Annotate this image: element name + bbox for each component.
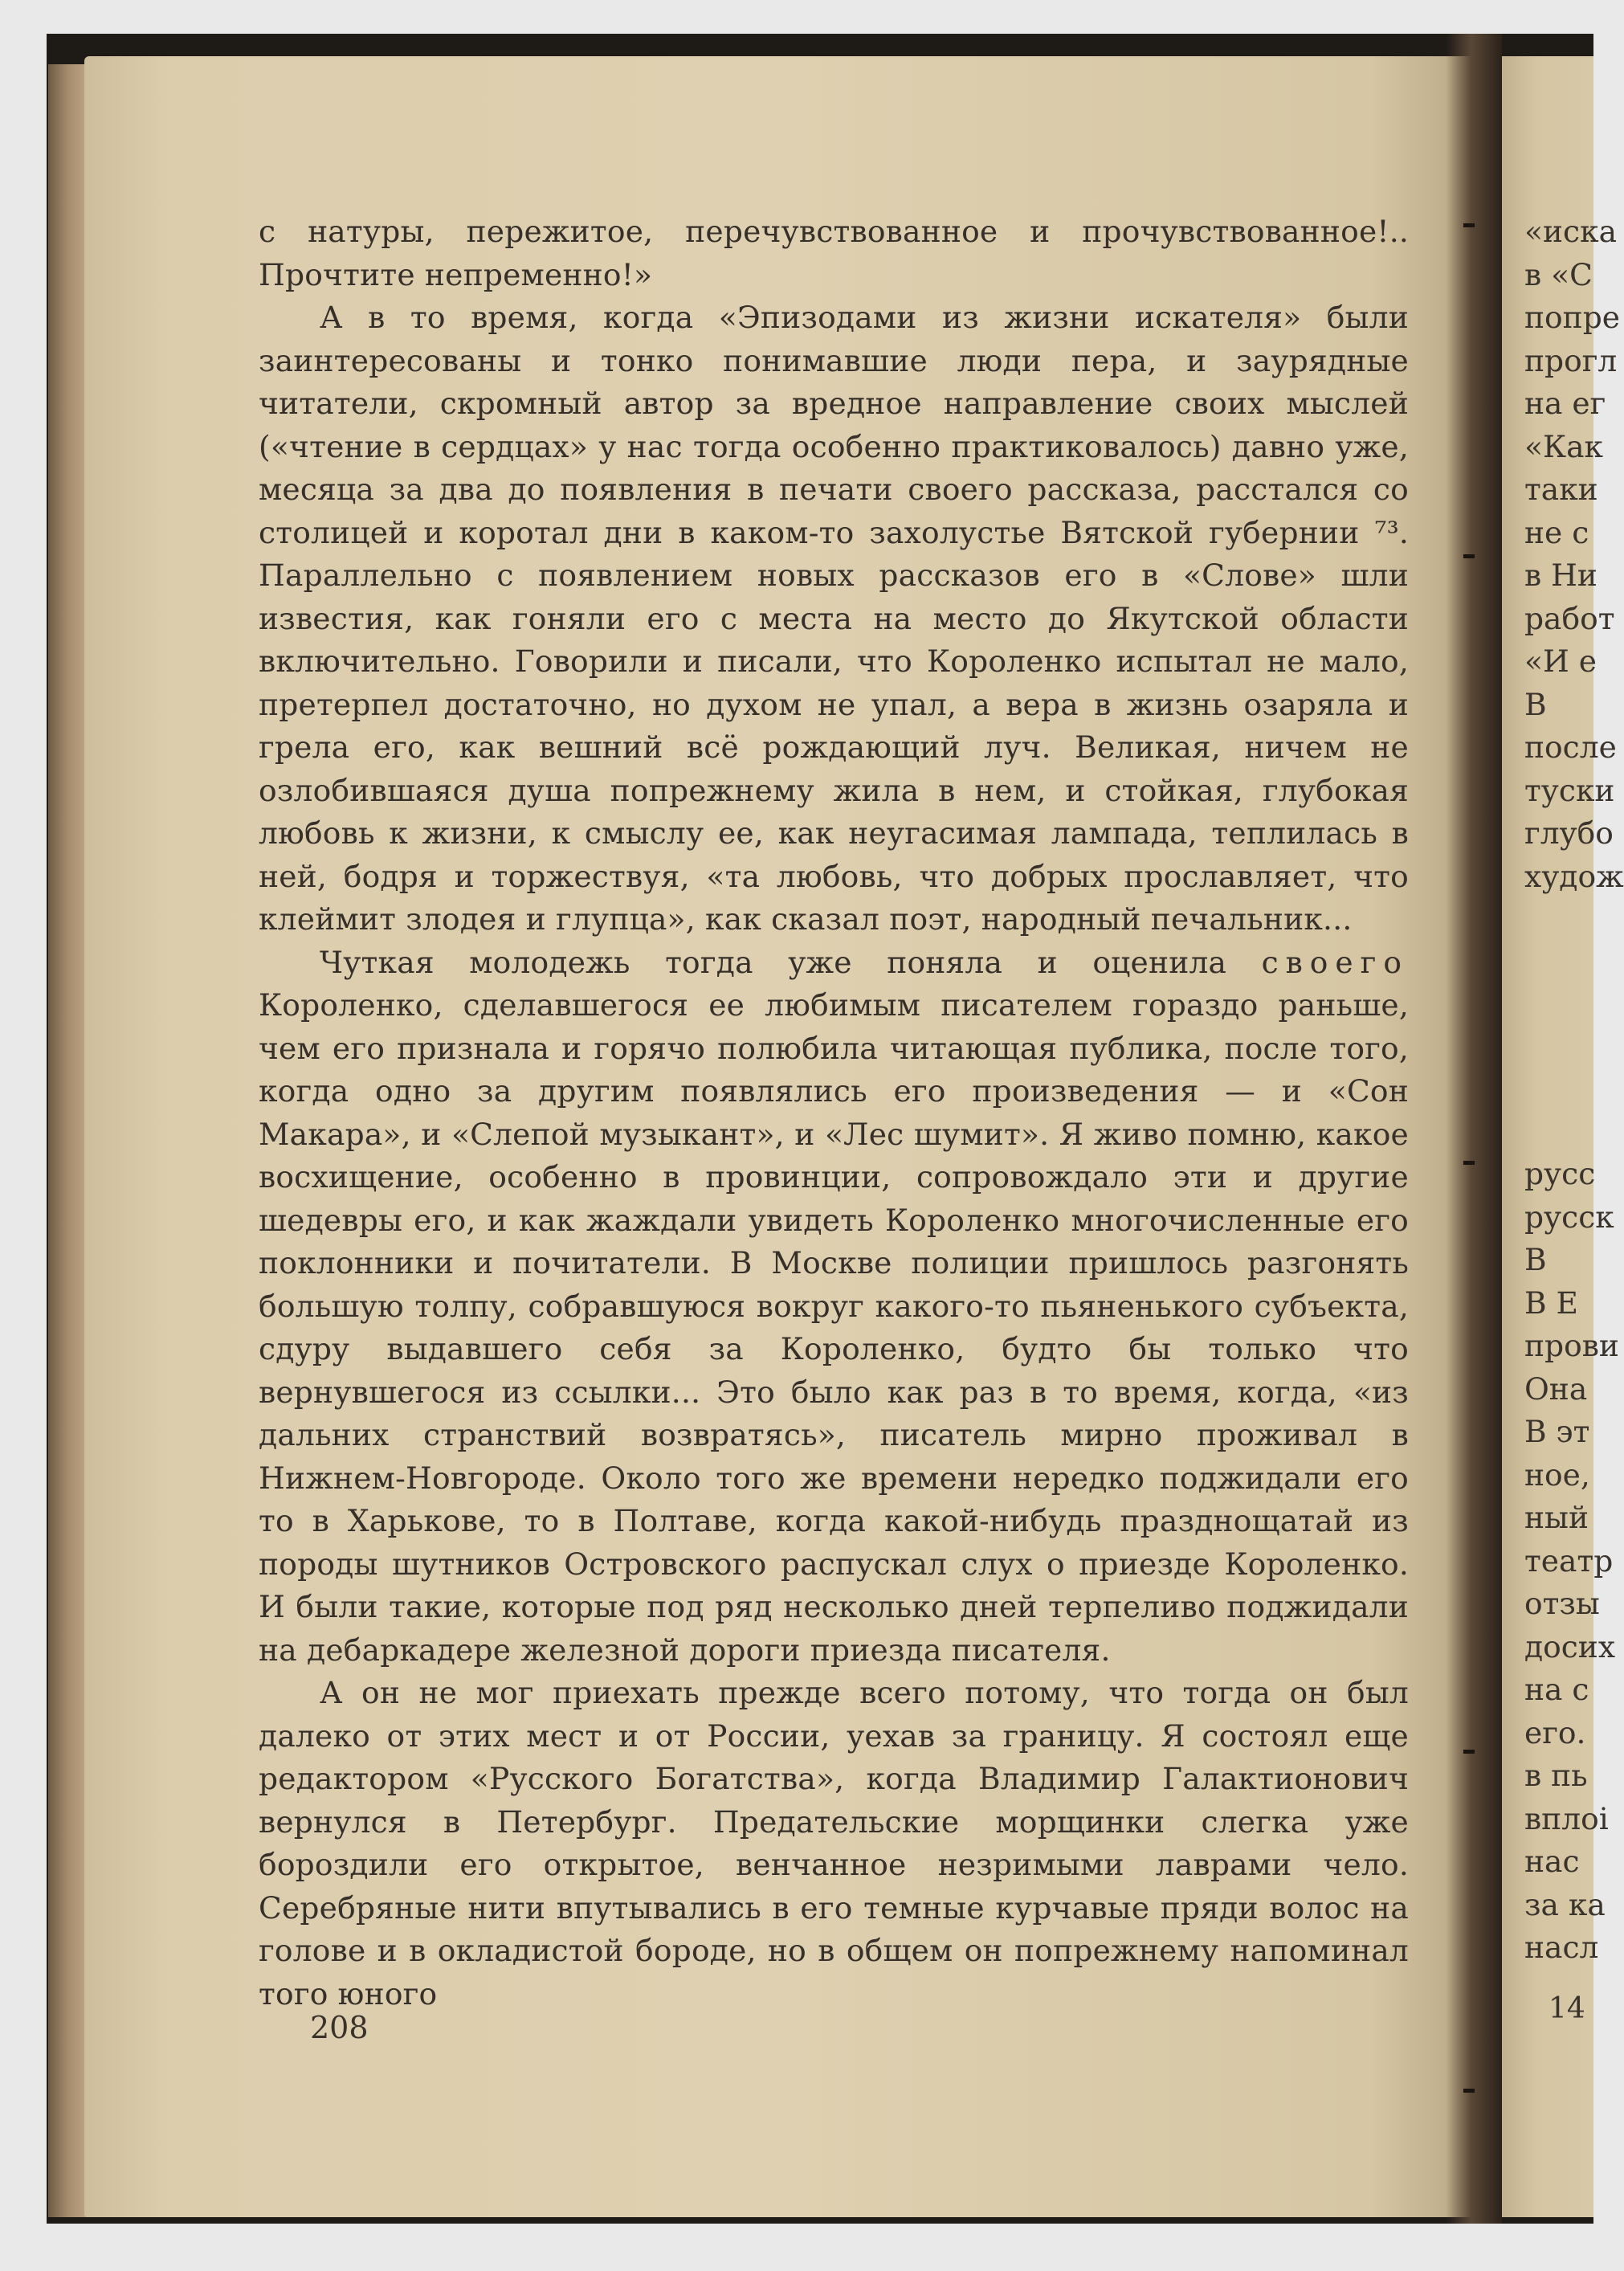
facing-line: В xyxy=(1524,686,1547,722)
facing-line: работ xyxy=(1524,600,1615,636)
spaced-emphasis: своего xyxy=(1261,944,1409,980)
facing-line: отзы xyxy=(1524,1586,1600,1621)
binding-mark xyxy=(1463,223,1475,227)
facing-line: туски xyxy=(1524,772,1615,808)
facing-line: нас xyxy=(1524,1844,1580,1879)
facing-line: прови xyxy=(1524,1328,1619,1363)
facing-line: «И е xyxy=(1524,643,1597,679)
paragraph-2: А в то время, когда «Эпизодами из жизни искателя» были заинтересованы и тонко понимавшие люди пера, и заурядные читатели, скромный автор за вредное направление своих мыслей («чтение в сердцах» у нас тогда особенно практиковалось) давно уже, месяца за два до появления в печати своего рассказа, расстался со столицей и коротал дни в каком-то захолустье Вятской губернии ⁷³. Параллельно с появлением новых рассказов его в «Слове» шли известия, как гоняли его с места на место до Якутской области включительно. Говорили и писали, что Короленко испытал не мало, претерпел достаточно, но духом не упал, а вера в жизнь озаряла и грела его, как вешний всё рождающий луч. Великая, ничем не озлобившаяся душа попрежнему жила в нем, и стойкая, глубокая любовь к жизни, к смыслу ее, как неугасимая лампада, теплилась в ней, бодря и торжествуя, «та любовь, что добрых прославляет, что клеймит злодея и глупца», как сказал поэт, народный печальник... xyxy=(259,300,1409,937)
page-text xyxy=(259,210,1409,2016)
facing-line: В эт xyxy=(1524,1414,1590,1449)
binding-mark xyxy=(1463,1161,1475,1165)
facing-line: театр xyxy=(1524,1542,1614,1579)
facing-line: В Е xyxy=(1524,1285,1578,1321)
facing-line: попре xyxy=(1524,300,1621,335)
facing-line: В xyxy=(1524,1242,1547,1277)
facing-line: вплоі xyxy=(1524,1800,1609,1836)
facing-line: досих xyxy=(1524,1628,1616,1664)
paragraph-3-rest: Короленко, сделавшегося ее любимым писателем гораздо раньше, чем его признала и горячо полюбила читающая публика, после того, когда одно за другим появлялись его произведения — и «Сон Макара», и «Слепой музыкант», и «Лес шумит». Я живо помню, какое восхищение, особенно в провинции, сопровождало эти и другие шедевры его, и как жаждали увидеть Короленко многочисленные его поклонники и почитатели. В Москве полиции пришлось разгонять большую толпу, собравшуюся вокруг какого-то пьяненького субъекта, сдуру выдавшего себя за Короленко, будто бы только что вернувшегося из ссылки... Это было как раз в то время, когда, «из дальних странствий возвратясь», писатель мирно проживал в Нижнем-Новгороде. Около того же времени нередко поджидали его то в Харькове, то в Полтаве, когда какой-нибудь празднощатай из породы шутников Островского распускал слух о приезде Короленко. И были такие, которые под ряд несколько дней терпеливо поджидали на дебаркадере железной дороги приезда писателя. xyxy=(259,987,1409,1668)
paragraph-1: с натуры, пережитое, перечувствованное и прочувствованное!.. Прочтите непременно!» xyxy=(259,214,1409,292)
facing-page-text-bottom xyxy=(1524,1153,1619,1970)
facing-line: русск xyxy=(1524,1199,1614,1235)
facing-line: в «С xyxy=(1524,256,1593,292)
facing-line: русс xyxy=(1524,1156,1596,1191)
facing-line: «Как xyxy=(1524,428,1603,464)
facing-line: его. xyxy=(1524,1714,1586,1750)
binding-mark xyxy=(1463,554,1475,558)
facing-page-number: 14 xyxy=(1549,1992,1585,2025)
facing-line: на ег xyxy=(1524,386,1606,421)
book-gutter xyxy=(1446,34,1502,2224)
facing-line: прогл xyxy=(1524,342,1618,378)
binding-mark xyxy=(1463,2089,1475,2093)
facing-line: ный xyxy=(1524,1500,1589,1535)
facing-line: в Ни xyxy=(1524,558,1597,593)
facing-line: за ка xyxy=(1524,1886,1606,1922)
facing-line: после xyxy=(1524,729,1617,765)
facing-line: таки xyxy=(1524,472,1598,507)
facing-line: глубо xyxy=(1524,815,1614,851)
facing-page-text-top xyxy=(1524,210,1624,898)
facing-line: не с xyxy=(1524,514,1589,550)
page-number: 208 xyxy=(310,2010,369,2045)
facing-line: насл xyxy=(1524,1930,1599,1965)
paragraph-3-start: Чуткая молодежь тогда уже поняла и оценила xyxy=(320,944,1262,980)
binding-mark xyxy=(1463,1750,1475,1754)
facing-line: в пь xyxy=(1524,1758,1588,1793)
facing-line: Она xyxy=(1524,1370,1588,1407)
facing-line: ное, xyxy=(1524,1456,1590,1493)
paragraph-3 xyxy=(259,941,1409,1673)
facing-line: худож xyxy=(1524,858,1624,894)
paragraph-4: А он не мог приехать прежде всего потому, что тогда он был далеко от этих мест и от России, уехав за границу. Я состоял еще редактором «Русского Богатства», когда Владимир Галактионович вернулся в Петербург. Предательские морщинки слегка уже бороздили его открытое, венчанное незримыми лаврами чело. Серебряные нити впутывались в его темные курчавые пряди волос на голове и в окладистой бороде, но в общем он попрежнему напоминал того юного xyxy=(259,1675,1409,2012)
facing-line: «иска xyxy=(1524,214,1617,249)
facing-line: на с xyxy=(1524,1672,1589,1707)
